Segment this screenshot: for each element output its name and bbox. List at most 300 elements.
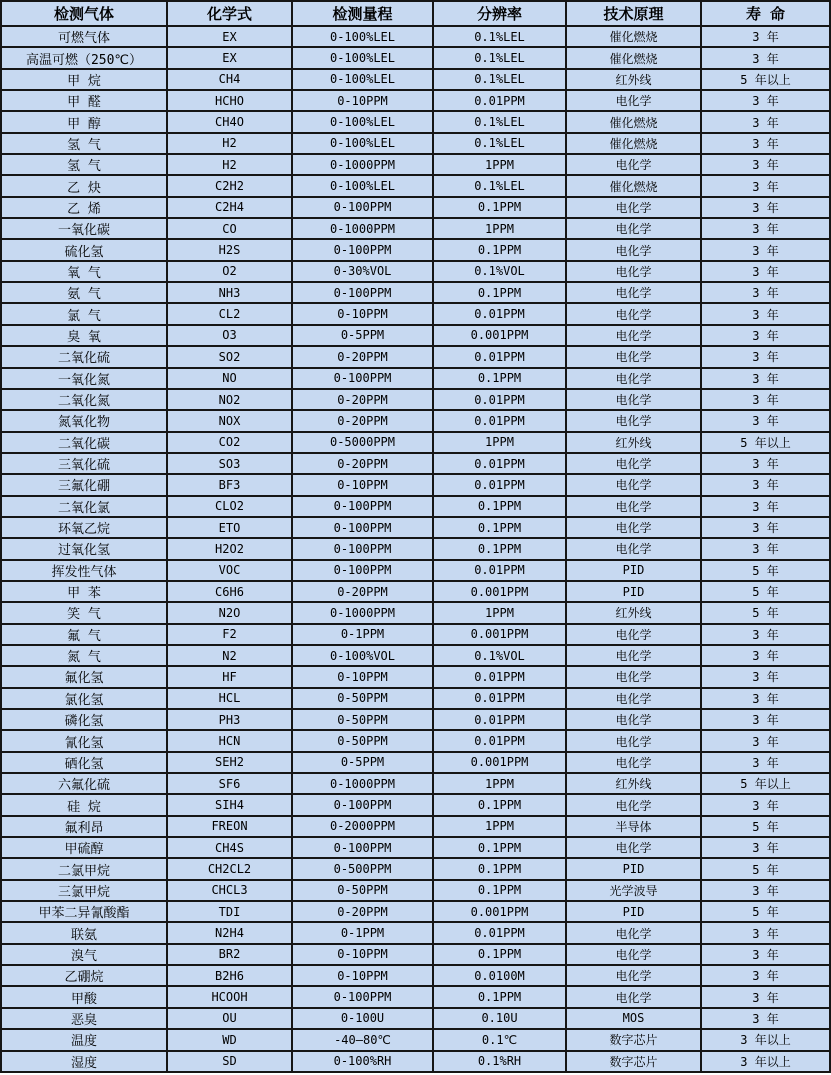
cell-principle: 催化燃烧 xyxy=(566,47,701,68)
cell-resolution: 0.01PPM xyxy=(433,389,566,410)
table-row xyxy=(1,645,830,666)
cell-gas-name: 甲苯二异氰酸酯 xyxy=(1,901,167,922)
cell-range: 0-1000PPM xyxy=(292,602,433,623)
cell-principle: 电化学 xyxy=(566,154,701,175)
cell-resolution: 0.01PPM xyxy=(433,922,566,943)
cell-formula: BF3 xyxy=(167,474,292,495)
cell-range: -40—80℃ xyxy=(292,1029,433,1050)
cell-formula: BR2 xyxy=(167,944,292,965)
table-row xyxy=(1,175,830,196)
cell-principle: 电化学 xyxy=(566,944,701,965)
cell-gas-name: 硒化氢 xyxy=(1,752,167,773)
cell-principle: 红外线 xyxy=(566,602,701,623)
cell-lifespan: 3 年 xyxy=(701,197,830,218)
cell-formula: HCOOH xyxy=(167,986,292,1007)
table-row xyxy=(1,282,830,303)
cell-principle: 催化燃烧 xyxy=(566,133,701,154)
cell-lifespan: 3 年 xyxy=(701,90,830,111)
table-body xyxy=(1,26,830,1072)
column-header-range: 检测量程 xyxy=(292,1,433,26)
cell-formula: C2H4 xyxy=(167,197,292,218)
table-row xyxy=(1,346,830,367)
cell-gas-name: 氧 气 xyxy=(1,261,167,282)
cell-range: 0-100%LEL xyxy=(292,111,433,132)
cell-resolution: 0.01PPM xyxy=(433,453,566,474)
cell-lifespan: 5 年 xyxy=(701,901,830,922)
cell-resolution: 0.01PPM xyxy=(433,560,566,581)
table-row xyxy=(1,858,830,879)
cell-resolution: 0.1PPM xyxy=(433,197,566,218)
table-row xyxy=(1,389,830,410)
cell-resolution: 1PPM xyxy=(433,602,566,623)
cell-range: 0-1PPM xyxy=(292,922,433,943)
cell-principle: 红外线 xyxy=(566,432,701,453)
cell-lifespan: 3 年 xyxy=(701,752,830,773)
cell-gas-name: 温度 xyxy=(1,1029,167,1050)
cell-formula: CO xyxy=(167,218,292,239)
cell-lifespan: 3 年 xyxy=(701,965,830,986)
cell-principle: 数字芯片 xyxy=(566,1029,701,1050)
cell-gas-name: 甲 烷 xyxy=(1,69,167,90)
cell-range: 0-20PPM xyxy=(292,453,433,474)
table-row xyxy=(1,794,830,815)
cell-resolution: 0.1PPM xyxy=(433,944,566,965)
cell-gas-name: 二氧化氮 xyxy=(1,389,167,410)
cell-gas-name: 溴气 xyxy=(1,944,167,965)
cell-formula: SF6 xyxy=(167,773,292,794)
cell-lifespan: 3 年 xyxy=(701,410,830,431)
cell-formula: SEH2 xyxy=(167,752,292,773)
cell-resolution: 0.1%LEL xyxy=(433,111,566,132)
cell-range: 0-20PPM xyxy=(292,581,433,602)
cell-principle: 电化学 xyxy=(566,730,701,751)
cell-range: 0-100PPM xyxy=(292,538,433,559)
cell-formula: CH4 xyxy=(167,69,292,90)
cell-principle: 电化学 xyxy=(566,282,701,303)
cell-resolution: 0.1PPM xyxy=(433,282,566,303)
cell-lifespan: 3 年 xyxy=(701,474,830,495)
cell-lifespan: 3 年 xyxy=(701,880,830,901)
cell-lifespan: 3 年 xyxy=(701,346,830,367)
cell-lifespan: 3 年 xyxy=(701,175,830,196)
cell-range: 0-20PPM xyxy=(292,410,433,431)
cell-lifespan: 3 年 xyxy=(701,709,830,730)
cell-range: 0-100%LEL xyxy=(292,26,433,47)
cell-range: 0-20PPM xyxy=(292,346,433,367)
cell-gas-name: 氢 气 xyxy=(1,154,167,175)
cell-lifespan: 3 年 xyxy=(701,111,830,132)
cell-principle: 数字芯片 xyxy=(566,1051,701,1073)
cell-gas-name: 环氧乙烷 xyxy=(1,517,167,538)
table-row xyxy=(1,410,830,431)
cell-lifespan: 3 年 xyxy=(701,944,830,965)
table-row xyxy=(1,90,830,111)
cell-formula: SO2 xyxy=(167,346,292,367)
cell-principle: 电化学 xyxy=(566,794,701,815)
cell-range: 0-100PPM xyxy=(292,197,433,218)
cell-resolution: 0.0100M xyxy=(433,965,566,986)
cell-lifespan: 5 年 xyxy=(701,816,830,837)
table-row xyxy=(1,154,830,175)
cell-gas-name: 硅 烷 xyxy=(1,794,167,815)
cell-gas-name: 硫化氢 xyxy=(1,239,167,260)
cell-formula: B2H6 xyxy=(167,965,292,986)
cell-gas-name: 可燃气体 xyxy=(1,26,167,47)
cell-lifespan: 3 年 xyxy=(701,688,830,709)
table-row xyxy=(1,944,830,965)
cell-principle: 电化学 xyxy=(566,218,701,239)
cell-range: 0-20PPM xyxy=(292,389,433,410)
cell-range: 0-5PPM xyxy=(292,752,433,773)
cell-lifespan: 3 年 xyxy=(701,218,830,239)
cell-formula: N2 xyxy=(167,645,292,666)
table-row xyxy=(1,709,830,730)
cell-principle: 半导体 xyxy=(566,816,701,837)
cell-principle: 电化学 xyxy=(566,474,701,495)
table-row xyxy=(1,368,830,389)
cell-resolution: 0.1%VOL xyxy=(433,645,566,666)
cell-resolution: 0.01PPM xyxy=(433,303,566,324)
cell-resolution: 0.01PPM xyxy=(433,474,566,495)
cell-resolution: 0.001PPM xyxy=(433,624,566,645)
cell-lifespan: 5 年 xyxy=(701,602,830,623)
table-row xyxy=(1,474,830,495)
cell-lifespan: 3 年 xyxy=(701,645,830,666)
cell-lifespan: 3 年 xyxy=(701,538,830,559)
table-row xyxy=(1,1029,830,1050)
cell-lifespan: 3 年 xyxy=(701,986,830,1007)
cell-range: 0-2000PPM xyxy=(292,816,433,837)
cell-formula: OU xyxy=(167,1008,292,1029)
cell-principle: 电化学 xyxy=(566,837,701,858)
table-row xyxy=(1,816,830,837)
cell-formula: NO2 xyxy=(167,389,292,410)
cell-formula: HF xyxy=(167,666,292,687)
cell-principle: 电化学 xyxy=(566,389,701,410)
cell-gas-name: 氟化氢 xyxy=(1,666,167,687)
cell-resolution: 1PPM xyxy=(433,773,566,794)
cell-formula: HCL xyxy=(167,688,292,709)
column-header-lifespan: 寿 命 xyxy=(701,1,830,26)
column-header-gas: 检测气体 xyxy=(1,1,167,26)
cell-principle: 催化燃烧 xyxy=(566,26,701,47)
cell-lifespan: 5 年 xyxy=(701,560,830,581)
cell-gas-name: 一氧化碳 xyxy=(1,218,167,239)
cell-principle: 电化学 xyxy=(566,517,701,538)
cell-gas-name: 氟利昂 xyxy=(1,816,167,837)
cell-lifespan: 3 年 xyxy=(701,239,830,260)
cell-principle: 电化学 xyxy=(566,645,701,666)
cell-formula: H2O2 xyxy=(167,538,292,559)
table-row xyxy=(1,453,830,474)
cell-range: 0-5PPM xyxy=(292,325,433,346)
cell-resolution: 0.1PPM xyxy=(433,239,566,260)
table-row xyxy=(1,325,830,346)
cell-resolution: 0.1%RH xyxy=(433,1051,566,1073)
cell-lifespan: 3 年 xyxy=(701,837,830,858)
cell-resolution: 0.01PPM xyxy=(433,709,566,730)
cell-range: 0-20PPM xyxy=(292,901,433,922)
cell-resolution: 0.001PPM xyxy=(433,752,566,773)
table-row xyxy=(1,688,830,709)
cell-formula: PH3 xyxy=(167,709,292,730)
cell-lifespan: 3 年 xyxy=(701,666,830,687)
cell-principle: 电化学 xyxy=(566,624,701,645)
cell-lifespan: 3 年 xyxy=(701,517,830,538)
table-row xyxy=(1,581,830,602)
cell-formula: O2 xyxy=(167,261,292,282)
table-row xyxy=(1,922,830,943)
cell-principle: PID xyxy=(566,581,701,602)
cell-range: 0-100%LEL xyxy=(292,175,433,196)
cell-range: 0-1000PPM xyxy=(292,773,433,794)
table-row xyxy=(1,26,830,47)
cell-resolution: 0.1PPM xyxy=(433,368,566,389)
cell-range: 0-10PPM xyxy=(292,90,433,111)
cell-gas-name: 高温可燃（250℃） xyxy=(1,47,167,68)
cell-gas-name: 乙 炔 xyxy=(1,175,167,196)
cell-formula: O3 xyxy=(167,325,292,346)
cell-gas-name: 氨 气 xyxy=(1,282,167,303)
cell-resolution: 0.01PPM xyxy=(433,346,566,367)
table-row xyxy=(1,197,830,218)
cell-gas-name: 联氨 xyxy=(1,922,167,943)
cell-gas-name: 氯化氢 xyxy=(1,688,167,709)
table-row xyxy=(1,239,830,260)
cell-resolution: 0.001PPM xyxy=(433,901,566,922)
cell-gas-name: 挥发性气体 xyxy=(1,560,167,581)
cell-lifespan: 3 年 xyxy=(701,133,830,154)
cell-resolution: 0.01PPM xyxy=(433,666,566,687)
cell-range: 0-100%LEL xyxy=(292,47,433,68)
cell-range: 0-100PPM xyxy=(292,282,433,303)
table-row xyxy=(1,1051,830,1073)
cell-range: 0-100PPM xyxy=(292,496,433,517)
cell-lifespan: 3 年 xyxy=(701,624,830,645)
cell-lifespan: 3 年 xyxy=(701,26,830,47)
cell-range: 0-5000PPM xyxy=(292,432,433,453)
cell-resolution: 0.1PPM xyxy=(433,496,566,517)
cell-formula: WD xyxy=(167,1029,292,1050)
cell-formula: C6H6 xyxy=(167,581,292,602)
cell-principle: 红外线 xyxy=(566,69,701,90)
cell-gas-name: 甲 醛 xyxy=(1,90,167,111)
cell-principle: MOS xyxy=(566,1008,701,1029)
cell-lifespan: 3 年 xyxy=(701,303,830,324)
cell-formula: NOX xyxy=(167,410,292,431)
cell-gas-name: 甲硫醇 xyxy=(1,837,167,858)
table-row xyxy=(1,773,830,794)
cell-principle: 光学波导 xyxy=(566,880,701,901)
cell-gas-name: 笑 气 xyxy=(1,602,167,623)
cell-principle: PID xyxy=(566,858,701,879)
cell-formula: CH2CL2 xyxy=(167,858,292,879)
cell-gas-name: 二氧化氯 xyxy=(1,496,167,517)
cell-gas-name: 二氧化硫 xyxy=(1,346,167,367)
cell-formula: N2H4 xyxy=(167,922,292,943)
cell-range: 0-10PPM xyxy=(292,965,433,986)
cell-formula: SO3 xyxy=(167,453,292,474)
cell-formula: N2O xyxy=(167,602,292,623)
cell-formula: NH3 xyxy=(167,282,292,303)
cell-resolution: 0.001PPM xyxy=(433,325,566,346)
cell-principle: PID xyxy=(566,560,701,581)
cell-gas-name: 磷化氢 xyxy=(1,709,167,730)
cell-gas-name: 甲酸 xyxy=(1,986,167,1007)
column-header-resolution: 分辨率 xyxy=(433,1,566,26)
cell-resolution: 0.1%VOL xyxy=(433,261,566,282)
cell-formula: HCN xyxy=(167,730,292,751)
table-row xyxy=(1,666,830,687)
cell-principle: 电化学 xyxy=(566,538,701,559)
cell-principle: 电化学 xyxy=(566,325,701,346)
cell-lifespan: 5 年以上 xyxy=(701,69,830,90)
cell-range: 0-100PPM xyxy=(292,837,433,858)
cell-resolution: 0.1%LEL xyxy=(433,26,566,47)
cell-formula: SD xyxy=(167,1051,292,1073)
cell-range: 0-1000PPM xyxy=(292,218,433,239)
cell-lifespan: 3 年以上 xyxy=(701,1051,830,1073)
cell-resolution: 0.1%LEL xyxy=(433,69,566,90)
cell-gas-name: 氢 气 xyxy=(1,133,167,154)
table-row xyxy=(1,303,830,324)
cell-lifespan: 5 年 xyxy=(701,858,830,879)
cell-lifespan: 3 年以上 xyxy=(701,1029,830,1050)
cell-formula: TDI xyxy=(167,901,292,922)
table-row xyxy=(1,218,830,239)
cell-range: 0-500PPM xyxy=(292,858,433,879)
cell-range: 0-10PPM xyxy=(292,666,433,687)
cell-range: 0-30%VOL xyxy=(292,261,433,282)
cell-resolution: 0.1PPM xyxy=(433,858,566,879)
cell-principle: 电化学 xyxy=(566,239,701,260)
cell-resolution: 0.01PPM xyxy=(433,730,566,751)
cell-range: 0-10PPM xyxy=(292,944,433,965)
table-row xyxy=(1,133,830,154)
cell-lifespan: 3 年 xyxy=(701,47,830,68)
cell-range: 0-100PPM xyxy=(292,794,433,815)
table-row xyxy=(1,47,830,68)
cell-formula: H2 xyxy=(167,133,292,154)
cell-principle: 电化学 xyxy=(566,197,701,218)
cell-range: 0-100%RH xyxy=(292,1051,433,1073)
cell-principle: PID xyxy=(566,901,701,922)
cell-gas-name: 二氧化碳 xyxy=(1,432,167,453)
cell-formula: CH4S xyxy=(167,837,292,858)
cell-lifespan: 3 年 xyxy=(701,453,830,474)
cell-resolution: 1PPM xyxy=(433,816,566,837)
cell-resolution: 0.01PPM xyxy=(433,410,566,431)
cell-principle: 电化学 xyxy=(566,922,701,943)
cell-principle: 电化学 xyxy=(566,666,701,687)
cell-gas-name: 三氟化硼 xyxy=(1,474,167,495)
cell-range: 0-100%LEL xyxy=(292,69,433,90)
cell-gas-name: 二氯甲烷 xyxy=(1,858,167,879)
table-row xyxy=(1,965,830,986)
table-row xyxy=(1,261,830,282)
cell-lifespan: 5 年以上 xyxy=(701,432,830,453)
cell-gas-name: 氟 气 xyxy=(1,624,167,645)
cell-gas-name: 甲 醇 xyxy=(1,111,167,132)
cell-gas-name: 三氧化硫 xyxy=(1,453,167,474)
cell-formula: VOC xyxy=(167,560,292,581)
column-header-formula: 化学式 xyxy=(167,1,292,26)
cell-resolution: 0.1%LEL xyxy=(433,47,566,68)
cell-principle: 电化学 xyxy=(566,986,701,1007)
cell-resolution: 0.1PPM xyxy=(433,986,566,1007)
table-row xyxy=(1,880,830,901)
cell-formula: NO xyxy=(167,368,292,389)
cell-principle: 红外线 xyxy=(566,773,701,794)
table-row xyxy=(1,496,830,517)
table-row xyxy=(1,517,830,538)
cell-lifespan: 3 年 xyxy=(701,730,830,751)
cell-range: 0-50PPM xyxy=(292,709,433,730)
cell-resolution: 0.01PPM xyxy=(433,90,566,111)
column-header-principle: 技术原理 xyxy=(566,1,701,26)
cell-range: 0-100%LEL xyxy=(292,133,433,154)
cell-principle: 催化燃烧 xyxy=(566,111,701,132)
cell-lifespan: 3 年 xyxy=(701,922,830,943)
table-row xyxy=(1,69,830,90)
cell-principle: 电化学 xyxy=(566,368,701,389)
table-row xyxy=(1,752,830,773)
cell-resolution: 1PPM xyxy=(433,154,566,175)
cell-formula: CO2 xyxy=(167,432,292,453)
cell-resolution: 0.1PPM xyxy=(433,880,566,901)
cell-principle: 电化学 xyxy=(566,90,701,111)
cell-gas-name: 氮氧化物 xyxy=(1,410,167,431)
cell-formula: ETO xyxy=(167,517,292,538)
cell-principle: 电化学 xyxy=(566,709,701,730)
cell-principle: 催化燃烧 xyxy=(566,175,701,196)
cell-resolution: 0.1PPM xyxy=(433,837,566,858)
cell-formula: H2S xyxy=(167,239,292,260)
table-row xyxy=(1,986,830,1007)
cell-range: 0-1000PPM xyxy=(292,154,433,175)
cell-principle: 电化学 xyxy=(566,496,701,517)
cell-gas-name: 一氧化氮 xyxy=(1,368,167,389)
cell-lifespan: 3 年 xyxy=(701,325,830,346)
cell-lifespan: 3 年 xyxy=(701,794,830,815)
cell-resolution: 0.1PPM xyxy=(433,794,566,815)
cell-gas-name: 氮 气 xyxy=(1,645,167,666)
cell-range: 0-100%VOL xyxy=(292,645,433,666)
table-row xyxy=(1,432,830,453)
cell-lifespan: 5 年以上 xyxy=(701,773,830,794)
cell-lifespan: 3 年 xyxy=(701,282,830,303)
cell-range: 0-50PPM xyxy=(292,730,433,751)
table-row xyxy=(1,730,830,751)
cell-lifespan: 5 年 xyxy=(701,581,830,602)
cell-resolution: 0.01PPM xyxy=(433,688,566,709)
cell-gas-name: 三氯甲烷 xyxy=(1,880,167,901)
table-row xyxy=(1,901,830,922)
cell-range: 0-100PPM xyxy=(292,517,433,538)
cell-lifespan: 3 年 xyxy=(701,154,830,175)
cell-formula: CL2 xyxy=(167,303,292,324)
cell-gas-name: 乙硼烷 xyxy=(1,965,167,986)
cell-formula: FREON xyxy=(167,816,292,837)
cell-range: 0-100PPM xyxy=(292,560,433,581)
table-row xyxy=(1,602,830,623)
cell-range: 0-50PPM xyxy=(292,688,433,709)
cell-gas-name: 过氧化氢 xyxy=(1,538,167,559)
cell-resolution: 0.10U xyxy=(433,1008,566,1029)
cell-gas-name: 乙 烯 xyxy=(1,197,167,218)
cell-lifespan: 3 年 xyxy=(701,389,830,410)
cell-gas-name: 湿度 xyxy=(1,1051,167,1073)
